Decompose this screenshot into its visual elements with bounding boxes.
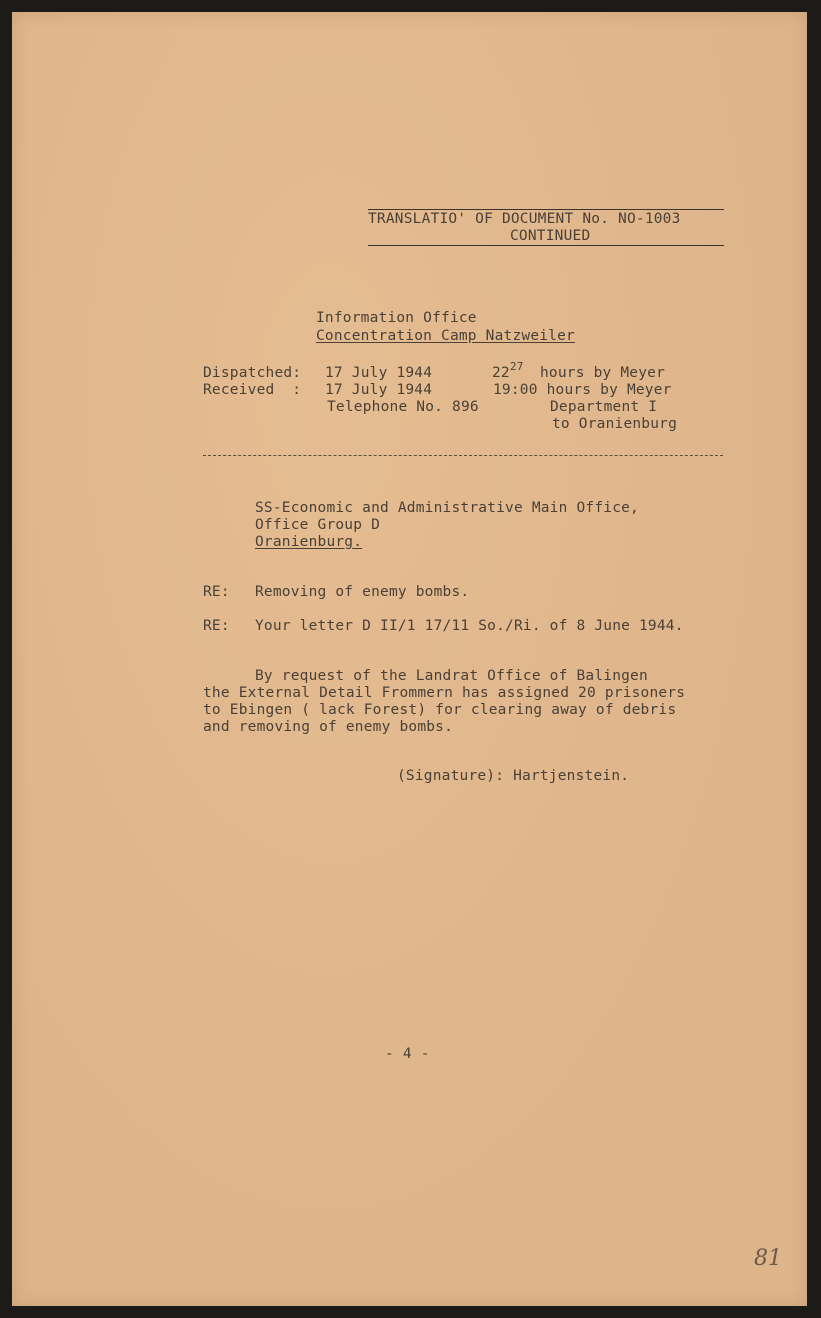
re-text-1: Removing of enemy bombs. (255, 584, 470, 600)
dispatched-hour-base: 22 (492, 365, 510, 381)
received-time: 19:00 hours by Meyer (493, 382, 672, 398)
body-line-1: By request of the Landrat Office of Balingen (255, 668, 648, 684)
re-label-2: RE: (203, 618, 230, 634)
dispatched-date: 17 July 1944 (325, 365, 433, 381)
document-title: TRANSLATIO' OF DOCUMENT No. NO-1003 (368, 211, 681, 227)
handwritten-page-number: 81 (754, 1246, 782, 1271)
body-line-3: to Ebingen ( lack Forest) for clearing away of debris (203, 702, 677, 718)
header-bottom-rule (368, 245, 724, 246)
page-number: - 4 - (385, 1046, 430, 1062)
dispatched-hour-sup: 27 (509, 360, 524, 373)
separator-dashed-line (203, 455, 723, 456)
dispatched-by: hours by Meyer (540, 365, 666, 381)
office-name: Information Office (316, 310, 477, 326)
telephone-number: Telephone No. 896 (327, 399, 479, 415)
body-line-2: the External Detail Frommern has assigned 20 prisoners (203, 685, 686, 701)
signature: (Signature): Hartjenstein. (397, 768, 630, 784)
recipient-line-3: Oranienburg. (255, 534, 363, 550)
dispatched-label: Dispatched: (203, 365, 302, 381)
document-page (12, 12, 807, 1306)
document-continued: CONTINUED (510, 228, 591, 244)
recipient-line-2: Office Group D (255, 517, 381, 533)
re-label-1: RE: (203, 584, 230, 600)
department: Department I (550, 399, 658, 415)
received-date: 17 July 1944 (325, 382, 433, 398)
camp-name: Concentration Camp Natzweiler (316, 328, 575, 344)
received-label: Received : (203, 382, 302, 398)
dispatched-hour (492, 360, 524, 382)
re-text-2: Your letter D II/1 17/11 So./Ri. of 8 June 1944. (255, 618, 684, 634)
body-line-4: and removing of enemy bombs. (203, 719, 454, 735)
recipient-line-1: SS-Economic and Administrative Main Office, (255, 500, 639, 516)
destination: to Oranienburg (552, 416, 678, 432)
header-top-rule (368, 209, 724, 210)
